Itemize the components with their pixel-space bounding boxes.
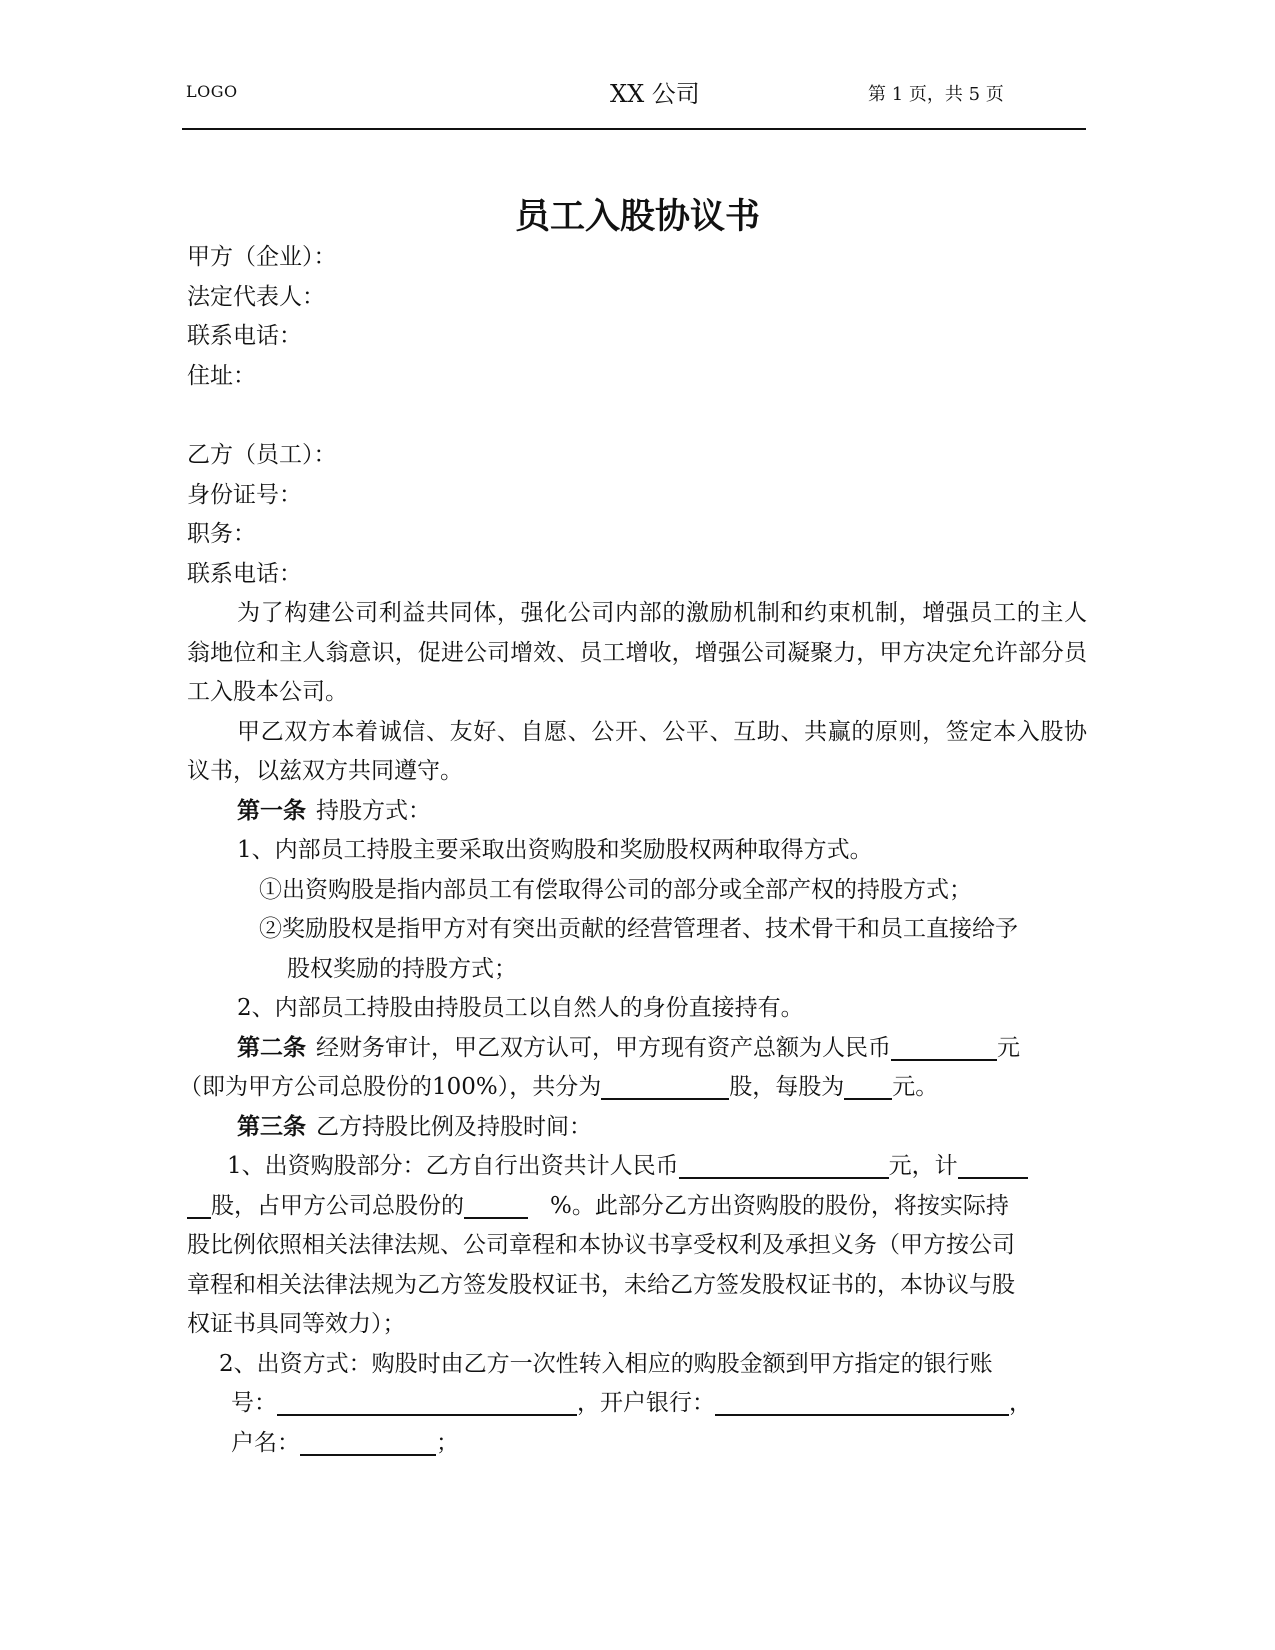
page-header (0, 0, 1275, 130)
logo: LOGO (186, 82, 238, 101)
article-1-item-2: 2、内部员工持股由持股员工以自然人的身份直接持有。 (237, 995, 804, 1021)
account-number-blank[interactable] (277, 1388, 577, 1416)
document-title: 员工入股协议书 (514, 197, 760, 237)
intro-paragraph-2: 甲乙双方本着诚信、友好、自愿、公开、公平、互助、共赢的原则，签定本入股协议书，以兹双方共同遵守。 (187, 718, 1087, 784)
percentage-blank[interactable] (464, 1191, 528, 1219)
party-a-name-label: 甲方（企业）： (187, 244, 337, 270)
spacer (187, 396, 1087, 436)
share-count-blank-a[interactable] (958, 1151, 1028, 1179)
article-3-text: %。此部分乙方出资购股的股份，将按实际持 (550, 1192, 1009, 1219)
bank-name-blank[interactable] (715, 1388, 1009, 1416)
total-shares-blank[interactable] (601, 1072, 729, 1100)
article-1-item-1: 1、内部员工持股主要采取出资购股和奖励股权两种取得方式。 (237, 837, 873, 863)
article-number: 第二条 (237, 1034, 306, 1061)
article-3-text: 户名： (231, 1429, 300, 1456)
article-2-line-2 (179, 1068, 1087, 1108)
party-a-address-label: 住址： (187, 362, 256, 389)
article-3-text: ， (1009, 1390, 1032, 1416)
article-3-item-2-line-3 (187, 1424, 1087, 1464)
party-a-phone-label: 联系电话： (187, 323, 302, 349)
article-3-heading (187, 1108, 1087, 1148)
article-1-sub-2: ②奖励股权是指甲方对有突出贡献的经营管理者、技术骨干和员工直接给予 (259, 916, 1018, 942)
article-3-text: 1、出资购股部分：乙方自行出资共计人民币 (227, 1153, 679, 1179)
account-name-blank[interactable] (300, 1428, 436, 1456)
investment-amount-blank[interactable] (679, 1151, 889, 1179)
unit-text: 元 (997, 1034, 1020, 1061)
article-number: 第一条 (237, 797, 306, 824)
article-3-item-1-line-1 (187, 1147, 1087, 1187)
article-3-text: 股，占甲方公司总股份的 (211, 1192, 464, 1219)
party-b-name-label: 乙方（员工）： (187, 442, 337, 468)
article-3-item-1-line-4: 章程和相关法律法规为乙方签发股权证书，未给乙方签发股权证书的，本协议与股 (187, 1271, 1015, 1298)
article-3-text: ，开户银行： (577, 1390, 715, 1416)
intro-paragraph-1: 为了构建公司利益共同体，强化公司内部的激励机制和约束机制，增强员工的主人翁地位和主人翁意识，促进公司增效、员工增收，增强公司凝聚力，甲方决定允许部分员工入股本公司。 (187, 600, 1087, 705)
article-title: 持股方式： (316, 797, 431, 824)
page-number: 第 1 页，共 5 页 (868, 84, 1004, 105)
document-body (179, 238, 1087, 1463)
share-price-blank[interactable] (844, 1072, 892, 1100)
article-title: 乙方持股比例及持股时间： (316, 1113, 592, 1140)
header-divider (182, 128, 1086, 130)
article-3-item-1-line-5: 权证书具同等效力）； (187, 1311, 406, 1337)
article-1-heading (187, 792, 1087, 832)
article-2-text: 经财务审计，甲乙双方认可，甲方现有资产总额为人民币 (316, 1034, 891, 1061)
article-2-text: （即为甲方公司总股份的100%），共分为 (179, 1074, 602, 1100)
party-b-id-label: 身份证号： (187, 481, 302, 508)
article-2-line-1 (187, 1029, 1087, 1069)
party-b-position-label: 职务： (187, 521, 256, 547)
share-count-blank-b[interactable] (187, 1191, 211, 1219)
party-a-representative-label: 法定代表人： (187, 283, 325, 310)
article-1-sub-1: ①出资购股是指内部员工有偿取得公司的部分或全部产权的持股方式； (259, 876, 972, 903)
party-b-phone-label: 联系电话： (187, 560, 302, 587)
article-3-text: 号： (231, 1390, 277, 1416)
article-3-item-1-line-3: 股比例依照相关法律法规、公司章程和本协议书享受权利及承担义务（甲方按公司 (187, 1232, 1015, 1258)
article-3-item-2-line-2 (187, 1384, 1087, 1424)
unit-text: 元。 (892, 1074, 939, 1100)
article-3-item-2-line-1: 2、出资方式：购股时由乙方一次性转入相应的购股金额到甲方指定的银行账 (219, 1350, 993, 1377)
article-3-item-1-line-2 (187, 1187, 1087, 1227)
article-3-text: ； (436, 1429, 459, 1456)
article-2-text: 股，每股为 (729, 1074, 845, 1100)
article-3-text: 元，计 (888, 1153, 958, 1179)
article-number: 第三条 (237, 1113, 306, 1140)
article-1-sub-2-continued: 股权奖励的持股方式； (287, 955, 517, 982)
company-name: XX 公司 (610, 80, 700, 108)
total-assets-blank[interactable] (891, 1033, 997, 1061)
